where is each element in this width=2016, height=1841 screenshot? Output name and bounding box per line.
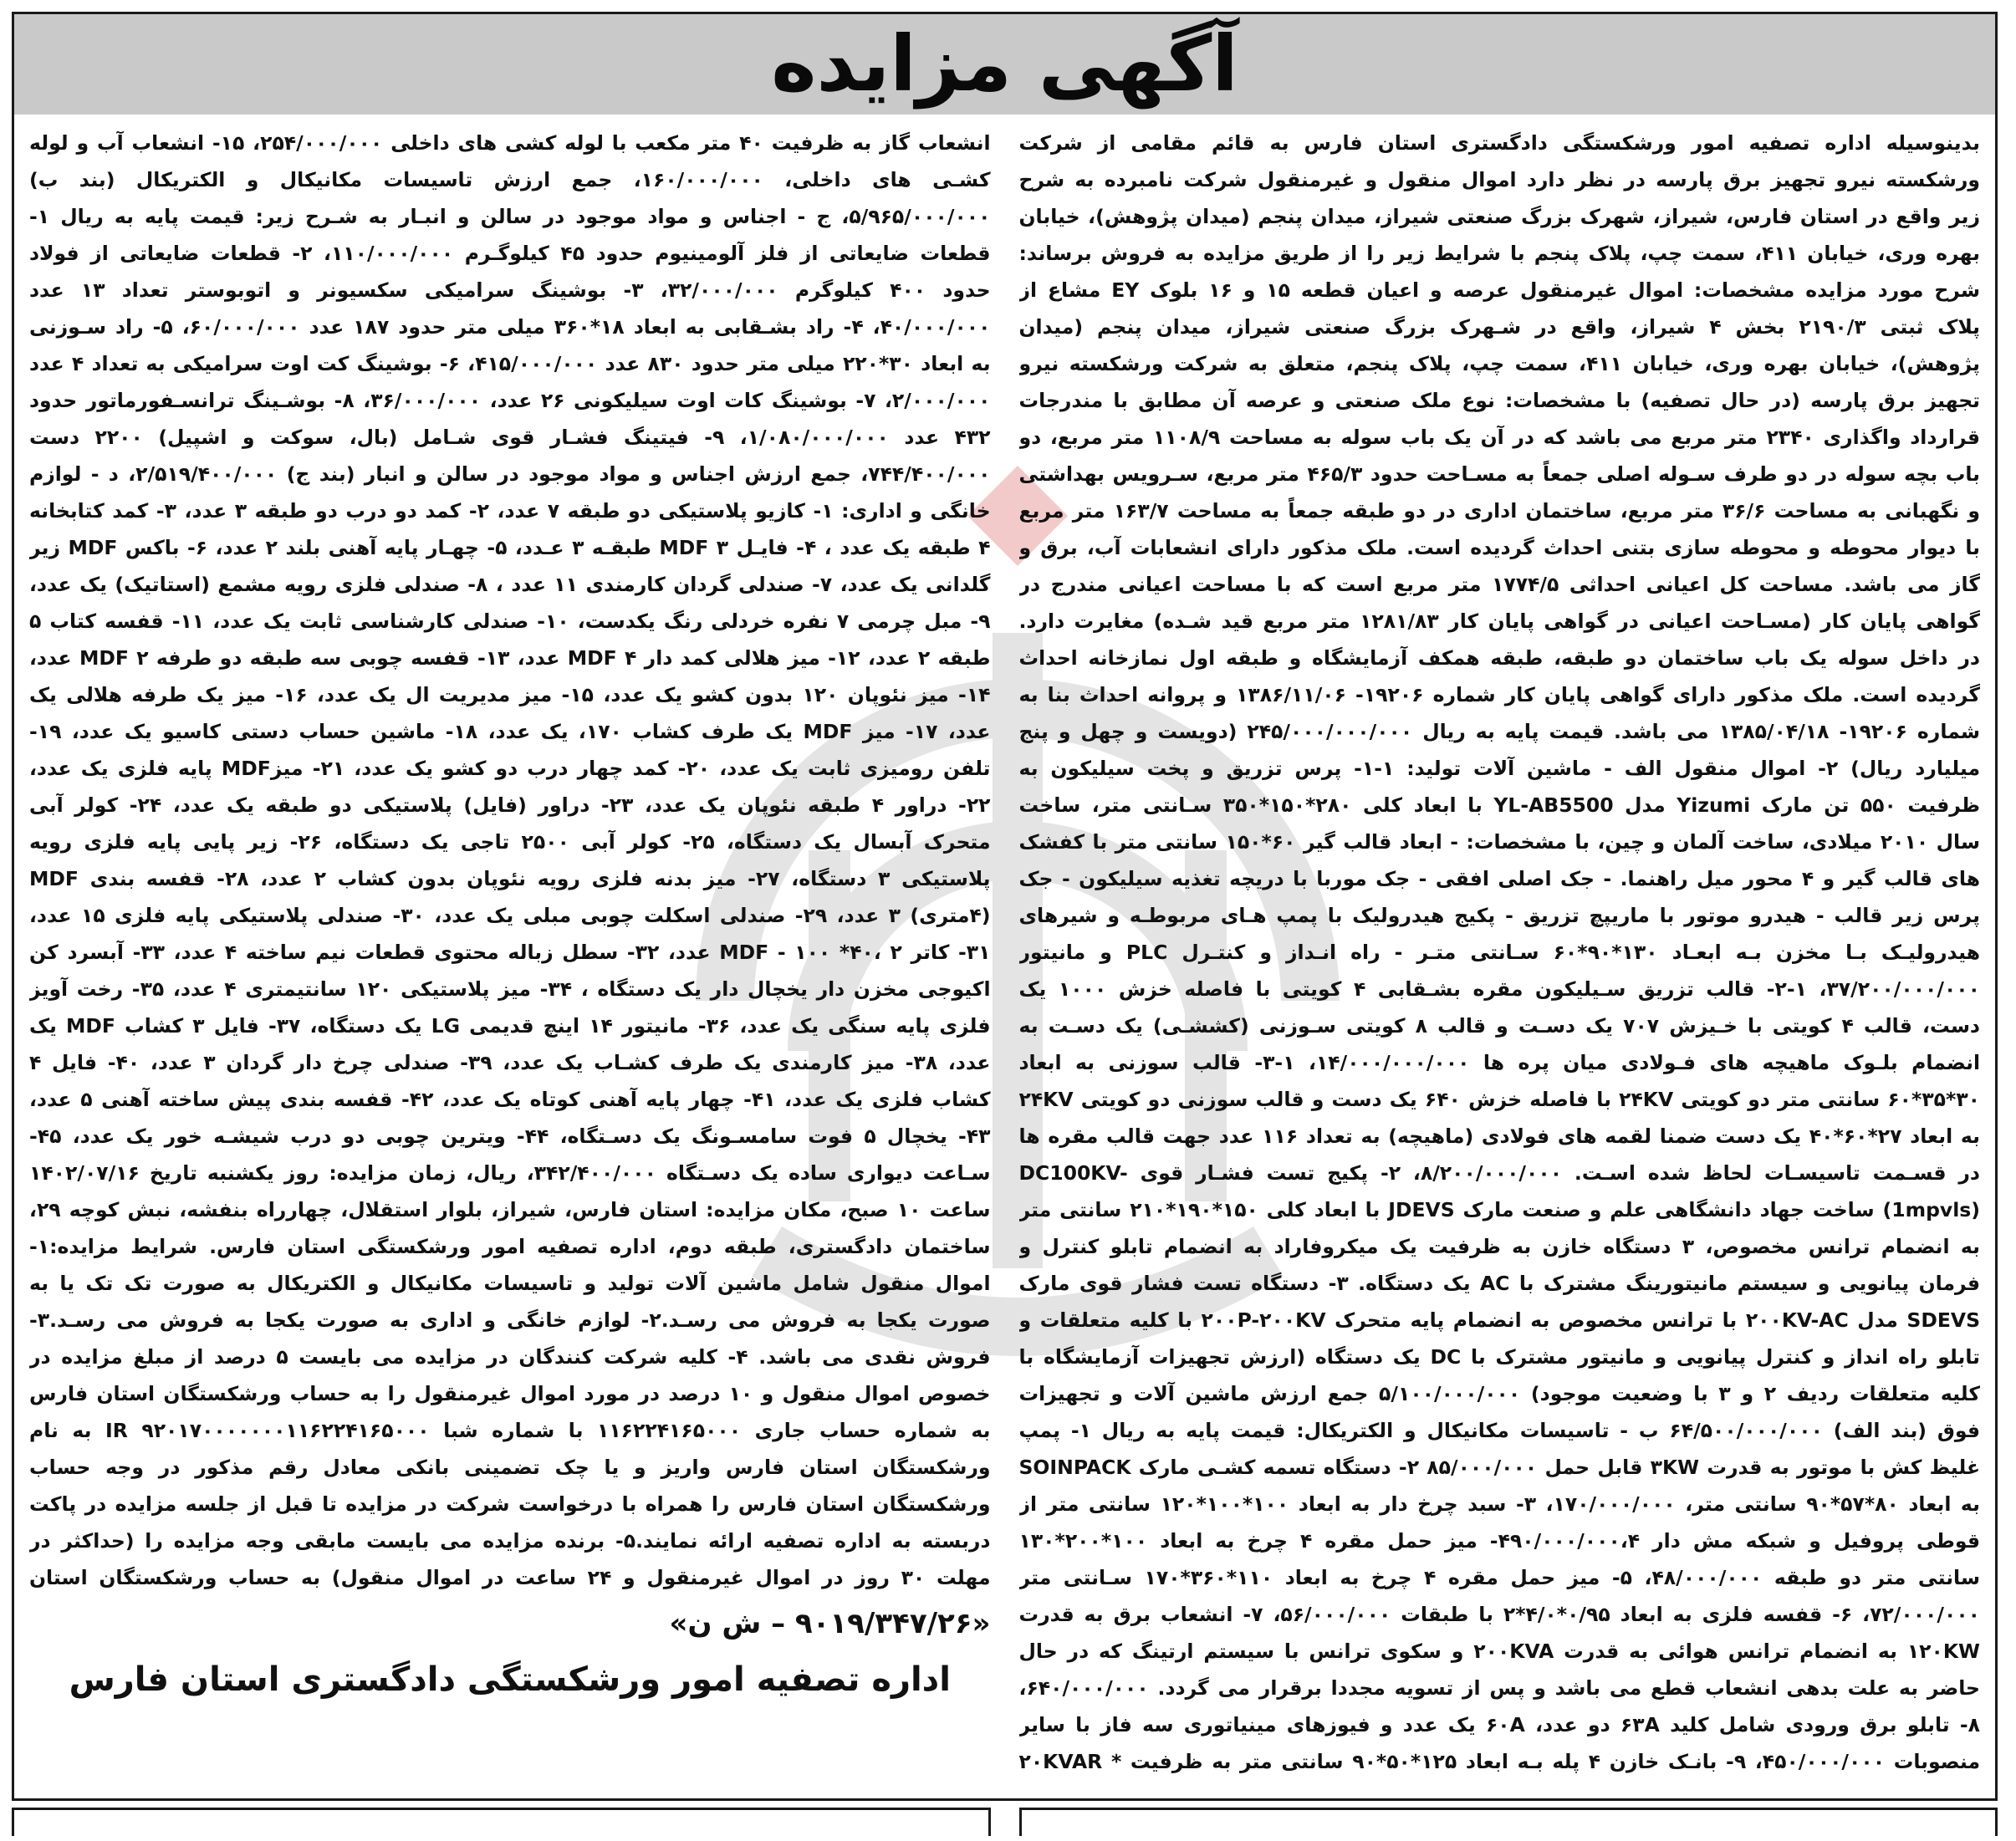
reference-number: «۹۰۱۹/۳۴۷/۲۶ – ش ن» — [669, 1607, 991, 1640]
page-title: آگهی مزایده — [771, 19, 1238, 109]
right-column — [1019, 125, 1981, 1787]
left-column — [29, 125, 991, 1787]
left-column-text: انشعاب گاز به ظرفیت ۴۰ متر مکعب با لوله کشی های داخلی ۲۵۴/۰۰۰/۰۰۰، ۱۵- انشعاب آب و لوله کشـی های داخلی، ۱۶۰/۰۰۰/۰۰۰، جمع ارزش تاسیسات مکانیکال و الکتریکال (بند ب) ۵/۹۶۵/۰۰۰/۰۰۰، ج - اجناس و مواد موجود در سالن و انبـار به شـرح زیر: قیمت پایه به ریال ۱- قطعات ضایعاتی از فلز آلومینیوم حدود ۴۵ کیلوگـرم ۱۱۰/۰۰۰/۰۰۰، ۲- قطعات ضایعاتی از فولاد حدود ۴۰۰ کیلوگرم ۳۲/۰۰۰/۰۰۰، ۳- بوشینگ سرامیکی سکسیونر و اتوبوستر تعداد ۱۳ عدد ۴۰/۰۰۰/۰۰۰، ۴- راد بشـقابی به ابعاد ۱۸*۳۶۰ میلی متر حدود ۱۸۷ عدد ۶۰/۰۰۰/۰۰۰، ۵- راد سـوزنی به ابعاد ۳۰*۲۲۰ میلی متر حدود ۸۳۰ عدد ۴۱۵/۰۰۰/۰۰۰، ۶- بوشینگ کت اوت سرامیکی به تعداد ۴ عدد ۲/۰۰۰/۰۰۰، ۷- بوشینگ کات اوت سیلیکونی ۲۶ عدد، ۳۶/۰۰۰/۰۰۰، ۸- بوشـینگ ترانسـفورماتور حدود ۴۳۲ عدد ۱/۰۸۰/۰۰۰/۰۰۰، ۹- فیتینگ فشـار قوی شـامل (بال، سوکت و اشپیل) ۲۲۰۰ دست ۷۴۴/۴۰۰/۰۰۰، جمع ارزش اجناس و مواد موجود در سالن و انبار (بند ج) ۲/۵۱۹/۴۰۰/۰۰۰، د - لوازم خانگی و اداری: ۱- کازیو پلاستیکی دو طبقه ۷ عدد، ۲- کمد دو درب دو طبقه ۳ عدد، ۳- کمد کتابخانه ۴ طبقه یک عدد ، ۴- فایـل MDF ۳ طبقـه ۳ عـدد، ۵- چهـار پایه آهنی بلند ۲ عدد، ۶- باکس MDF زیر گلدانی یک عدد، ۷- صندلی گردان کارمندی ۱۱ عدد ، ۸- صندلی فلزی رویه مشمع (استاتیک) یک عدد، ۹- مبل چرمی ۷ نفره خردلی رنگ یکدست، ۱۰- صندلی کارشناسی ثابت یک عدد، ۱۱- قفسه کتاب ۵ طبقه ۲ عدد، ۱۲- میز هلالی کمد دار MDF ۴ عدد، ۱۳- قفسه چوبی سه طبقه دو طرفه MDF ۲ عدد، ۱۴- میز نئوپان ۱۲۰ بدون کشو یک عدد، ۱۵- میز مدیریت ال یک عدد، ۱۶- میز یک طرفه هلالی یک عدد، ۱۷- میز MDF یک طرف کشاب ۱۷۰، یک عدد، ۱۸- ماشین حساب دستی کاسیو یک عدد، ۱۹- تلفن رومیزی ثابت یک عدد، ۲۰- کمد چهار درب دو کشو یک عدد، ۲۱- میزMDF پایه فلزی یک عدد، ۲۲- دراور ۴ طبقه نئوپان یک عدد، ۲۳- دراور (فایل) پلاستیکی دو طبقه یک عدد، ۲۴- کولر آبی متحرک آبسال یک دستگاه، ۲۵- کولر آبی ۲۵۰۰ تاجی یک دستگاه، ۲۶- زیر پایی پایه فلزی رویه پلاستیکی ۳ دستگاه، ۲۷- میز بدنه فلزی رویه نئوپان بدون کشاب ۲ عدد، ۲۸- قفسه بندی MDF (۴متری) ۳ عدد، ۲۹- صندلی اسکلت چوبی مبلی یک عدد، ۳۰- صندلی پلاستیکی پایه فلزی ۱۵ عدد، ۳۱- کاتر MDF - ۱۰۰ *۴۰، ۲ عدد، ۳۲- سطل زباله محتوی قطعات نیم ساخته ۴ عدد، ۳۳- آبسرد کن اکیوجی مخزن دار یخچال دار یک دستگاه ، ۳۴- میز پلاستیکی ۱۲۰ سانتیمتری ۴ عدد، ۳۵- رخت آویز فلزی پایه سنگی یک عدد، ۳۶- مانیتور ۱۴ اینچ قدیمی LG یک دستگاه، ۳۷- فایل ۳ کشاب MDF یک عدد، ۳۸- میز کارمندی یک طرف کشـاب یک عدد، ۳۹- صندلی چرخ دار گردان ۳ عدد، ۴۰- فایل ۴ کشاب فلزی یک عدد، ۴۱- چهار پایه آهنی کوتاه یک عدد، ۴۲- قفسه بندی پیش ساخته آهنی ۵ عدد، ۴۳- یخچال ۵ فوت سامسـونگ یک دسـتگاه، ۴۴- ویترین چوبی دو درب شیشـه خور یک عدد، ۴۵- سـاعت دیواری ساده یک دسـتگاه ۳۴۲/۴۰۰/۰۰۰، ریال، زمان مزایده: روز یکشنبه تاریخ ۱۴۰۲/۰۷/۱۶ ساعت ۱۰ صبح، مکان مزایده: استان فارس، شیراز، بلوار استقلال، چهارراه بنفشه، نبش کوچه ۲۹، ساختمان دادگستری، طبقه دوم، اداره تصفیه امور ورشکستگی استان فارس. شرایط مزایده:۱- اموال منقول شامل ماشین آلات تولید و تاسیسات مکانیکال و الکتریکال به صورت تک تک یا به صورت یکجا به فروش می رسـد.۲- لوازم خانگی و اداری به صورت یکجا به فروش می رسـد.۳- فروش نقدی می باشد. ۴- کلیه شرکت کنندگان در مزایده می بایست ۵ درصد از مبلغ مزایده در خصوص اموال منقول و ۱۰ درصد در مورد اموال غیرمنقول را به حساب ورشکستگان استان فارس به شماره حساب جاری ۱۱۶۲۲۴۱۶۵۰۰۰ با شماره شبا IR ۹۲۰۱۷۰۰۰۰۰۰۰۱۱۶۲۲۴۱۶۵۰۰۰ به نام ورشکستگان استان فارس واریز و یا چک تضمینی بانکی معادل رقم مذکور در وجه حساب ورشکستگان استان فارس را همراه با درخواست شرکت در مزایده تا قبل از جلسه مزایده در پاکت دربسته به اداره تصفیه ارائه نمایند.۵- برنده مزایده می بایست مابقی وجه مزایده را (حداکثر در مهلت ۳۰ روز در اموال غیرمنقول و ۲۴ ساعت در اموال منقول) به حساب ورشکستگان استان — [29, 131, 991, 1589]
notice-columns — [29, 125, 1980, 1787]
signature-line: اداره تصفیه امور ورشکستگی دادگستری استان فارس — [69, 1660, 951, 1699]
auction-notice — [12, 12, 1998, 1801]
next-notices-strip — [12, 1808, 1998, 1841]
right-column-text: بدینوسیله اداره تصفیه امور ورشکستگی دادگستری استان فارس به قائم مقامی از شرکت ورشکسته نیرو تجهیز برق پارسه در نظر دارد اموال منقول و غیرمنقول شرکت نامبرده به شرح زیر واقع در استان فارس، شیراز، شهرک بزرگ صنعتی شیراز، میدان پنجم (میدان پژوهش)، خیابان بهره وری، خیابان ۴۱۱، سمت چپ، پلاک پنجم با شرایط زیر را از طریق مزایده به فروش برساند: شرح مورد مزایده مشخصات: اموال غیرمنقول عرصه و اعیان قطعه ۱۵ و ۱۶ بلوک EY مشاع از پلاک ثبتی ۲۱۹۰/۳ بخش ۴ شیراز، واقع در شـهرک بزرگ صنعتی شیراز، میدان پنجم (میدان پژوهش)، خیابان بهره وری، خیابان ۴۱۱، سمت چپ، پلاک پنجم، متعلق به شرکت ورشکسته نیرو تجهیز برق پارسه (در حال تصفیه) با مشخصات: نوع ملک صنعتی و عرصه آن مطابق با مندرجات قرارداد واگذاری ۲۳۴۰ متر مربع می باشد که در آن یک باب سوله به مساحت ۱۱۰۸/۹ متر مربع، دو باب بچه سوله در دو طرف سـوله اصلی جمعاً به مسـاحت حدود ۴۶۵/۳ متر مربع، سـرویس بهداشتی و نگهبانی به مساحت ۳۶/۶ متر مربع، ساختمان اداری در دو طبقه جمعاً به مساحت ۱۶۳/۷ متر مربع با دیوار محوطه و محوطه سازی بتنی احداث گردیده است. ملک مذکور دارای انشعابات آب، برق و گاز می باشد. مساحت کل اعیانی احداثی ۱۷۷۴/۵ متر مربع است که با مساحت اعیانی مندرج در گواهی پایان کار (مسـاحت اعیانی در گواهی پایان کار ۱۲۸۱/۸۳ متر مربع قید شـده) مغایرت دارد. در داخل سوله یک باب ساختمان دو طبقه، طبقه همکف آزمایشگاه و طبقه اول نمازخانه احداث گردیده است. ملک مذکور دارای گواهی پایان کار شماره ۱۹۲۰۶- ۱۳۸۶/۱۱/۰۶ و پروانه احداث بنا به شماره ۱۹۲۰۶- ۱۳۸۵/۰۴/۱۸ می باشد. قیمت پایه به ریال ۲۴۵/۰۰۰/۰۰۰/۰۰۰ (دویست و چهل و پنج میلیارد ریال) ۲- اموال منقول الف - ماشین آلات تولید: ۱-۱- پرس تزریق و پخت سیلیکون به ظرفیت ۵۵۰ تن مارک Yizumi مدل YL-AB5500 با ابعاد کلی ۲۸۰*۱۵۰*۳۵۰ سـانتی متر، ساخت سال ۲۰۱۰ میلادی، ساخت آلمان و چین، با مشخصات: - ابعاد قالب گیر ۶۰*۱۵۰ سانتی متر با کفشک های قالب گیر و ۴ محور میل راهنما. - جک اصلی افقی - جک موربا با دریچه تغذیه سیلیکون - جک پرس زیر قالب - هیدرو موتور با ماریپچ تزریق - پکیج هیدرولیک با پمپ هـای مربوطـه و شیرهای هیدرولیـک بـا مخزن بـه ابعـاد ۱۳۰*۹۰*۶۰ سـانتی متـر - راه انـداز و کنتـرل PLC و مانیتور ۳۷/۲۰۰/۰۰۰/۰۰۰، ۱-۲- قالب تزریق سـیلیکون مقره بشـقابی ۴ کویتی با فاصله خزش ۱۰۰۰ یک دست، قالب ۴ کویتی با خـیزش ۷۰۷ یک دسـت و قالب ۸ کویتی سـوزنی (کششـی) یک دسـت به انضمام بلـوک ماهیچه های فـولادی میان پره ها ۱۴/۰۰۰/۰۰۰/۰۰۰، ۱-۳- قالب سوزنی به ابعاد ۳۰*۳۵*۶۰ سانتی متر دو کویتی ۲۴KV با فاصله خزش ۶۴۰ یک دست و قالب سوزنی دو کویتی ۲۴KV به ابعاد ۲۷*۶۰*۴۰ یک دست ضمنا لقمه های فولادی (ماهیچه) به تعداد ۱۱۶ عدد جهت قالب مقره ها در قسـمت تاسیسـات لحاظ شده اسـت. ۸/۲۰۰/۰۰۰/۰۰۰، ۲- پکیج تست فشـار قوی DC100KV-(1mpvls) ساخت جهاد دانشگاهی علم و صنعت مارک JDEVS با ابعاد کلی ۱۵۰*۱۹۰*۲۱۰ سانتی متر به انضمام ترانس مخصوص، ۳ دستگاه خازن به ظرفیت یک میکروفاراد به انضمام تابلو کنترل و فرمان پیانویی و سیستم مانیتورینگ مشترک با AC یک دستگاه. ۳- دستگاه تست فشار قوی مارک SDEVS مدل ۲۰۰KV-AC با ترانس مخصوص به انضمام پایه متحرک ۲۰۰P-۲۰۰KV با کلیه متعلقات و تابلو راه انداز و کنترل پیانویی و مانیتور مشترک با DC یک دستگاه (ارزش تجهیزات آزمایشگاه با کلیه متعلقات ردیف ۲ و ۳ با وضعیت موجود) ۵/۱۰۰/۰۰۰/۰۰۰ جمع ارزش ماشین آلات و تجهیزات فوق (بند الف) ۶۴/۵۰۰/۰۰۰/۰۰۰ ب - تاسیسات مکانیکال و الکتریکال: قیمت پایه به ریال ۱- پمپ غلیظ کش با موتور به قدرت ۳KW قابل حمل ۸۵/۰۰۰/۰۰۰ ۲- دستگاه تسمه کشـی مارک SOINPACK به ابعاد ۸۰*۵۷*۹۰ سانتی متر، ۱۷۰/۰۰۰/۰۰۰، ۳- سبد چرخ دار به ابعاد ۱۰۰*۱۰۰*۱۲۰ سانتی متر از قوطی پروفیل و شبکه مش دار ۴۹۰/۰۰۰/۰۰۰،۴- میز حمل مقره ۴ چرخ به ابعاد ۱۰۰*۲۰۰*۱۳۰ سانتی متر دو طبقه ۴۸/۰۰۰/۰۰۰، ۵- میز حمل مقره ۴ چرخ به ابعاد ۱۱۰*۳۶۰*۱۷۰ سـانتی متر ۷۲/۰۰۰/۰۰۰، ۶- قفسه فلزی به ابعاد ۰/۹۵*۴/۰*۲ با طبقات ۵۶/۰۰۰/۰۰۰، ۷- انشعاب برق به قدرت ۱۲۰KW به انضمام ترانس هوائی به قدرت ۲۰۰KVA و سکوی ترانس با سیستم ارتینگ که در حال حاضر به علت بدهی انشعاب قطع می باشد و پس از تسویه مجددا برقرار می گردد. ۶۴۰/۰۰۰/۰۰۰، ۸- تابلو برق ورودی شامل کلید ۶۳A دو عدد، ۶۰A یک عدد و فیوزهای مینیاتوری سه فاز با سایر منصوبات ۴۵۰/۰۰۰/۰۰۰، ۹- بانـک خازن ۴ پله بـه ابعاد ۱۲۵*۵۰*۹۰ سانتی متر به ظرفیت ۲۰KVAR * — [1018, 131, 1980, 1773]
next-notice-box-left — [1019, 1808, 1998, 1836]
header-bar — [14, 14, 1995, 115]
next-notice-box-right — [12, 1808, 991, 1836]
